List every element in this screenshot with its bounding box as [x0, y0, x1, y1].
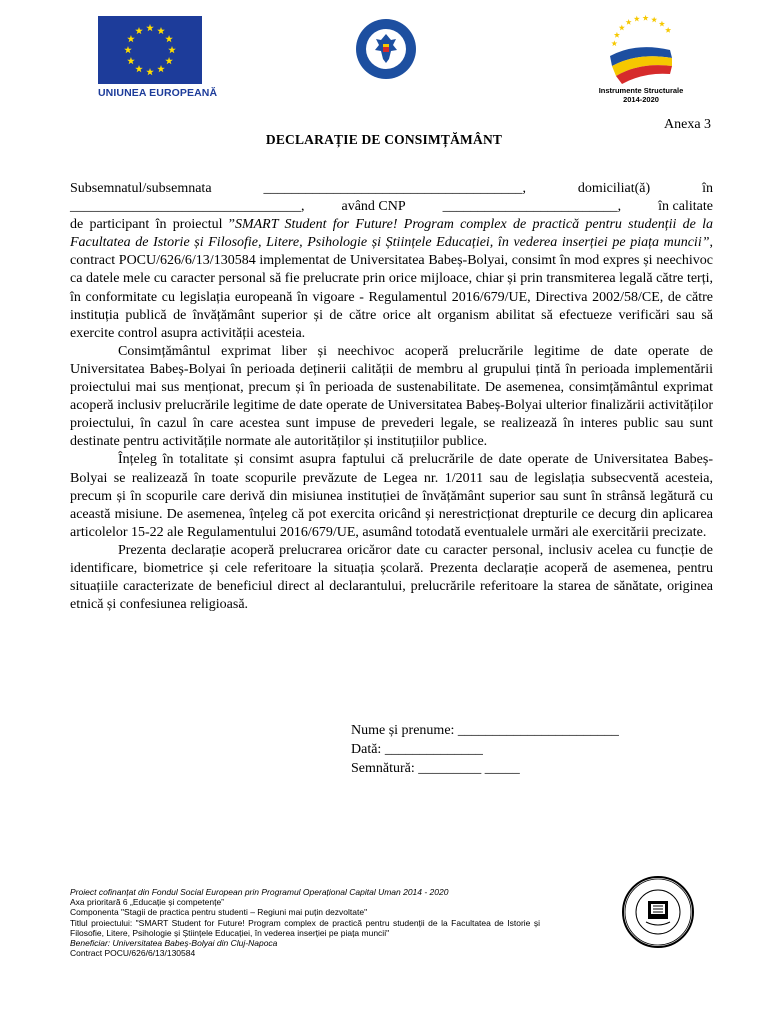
eu-star	[157, 65, 165, 72]
is-star	[611, 40, 617, 46]
document-title: DECLARAȚIE DE CONSIMȚĂMÂNT	[265, 132, 503, 147]
government-seal-icon	[355, 18, 417, 80]
eu-star	[135, 27, 143, 34]
is-star	[634, 16, 640, 22]
instrumente-structurale-title	[586, 86, 696, 104]
eu-star	[135, 65, 143, 72]
eu-label: UNIUNEA EUROPEANĂ	[98, 87, 218, 99]
footer	[70, 887, 540, 958]
footer-line-beneficiar: Beneficiar: Universitatea Babeș-Bolyai din Cluj-Napoca	[70, 938, 278, 949]
paragraph-1	[70, 216, 713, 343]
paragraph-2: Consimțământul exprimat liber și neechivoc acoperă prelucrările legitime de date operate de Universitatea Babeș-Bolyai în perioada deținerii calității de membru al grupului țintă în perioada implementării proiectului mai sus menționat, precum și în perioada de sustenabilitate. De asemenea, consimțământul exprimat acoperă inclusiv prelucrările legitime de date operate de Universitatea Babeș-Bolyai ulterior finalizării activităților proiectului, în cazul în care acestea sunt impuse de prevederi legale, se realizează în interes public sau sunt destinate pentru activitățile normate ale autorităților și instituțiilor publice.	[70, 343, 713, 450]
is-star	[614, 32, 620, 38]
domiciliat-label: domiciliat(ă)	[577, 181, 651, 196]
paragraph-1-start: de participant în proiectul ”	[70, 217, 235, 233]
eu-star	[127, 57, 135, 64]
date-field-line: Dată: ______________	[351, 742, 483, 757]
eu-star	[165, 35, 173, 42]
footer-line-cofinantat: Proiect cofinanțat din Fondul Social European prin Programul Operațional Capital Uman 2014 - 2020	[70, 887, 449, 897]
is-star	[659, 21, 665, 27]
paragraph-3: Înțeleg în totalitate și consimt asupra faptului că prelucrările de date operate de Universitatea Babeș-Bolyai se realizează în toate scopurile prevăzute de Legea nr. 1/2011 sau de legislația subsecventă acesteia, precum și în scopurile care derivă din misiunea instituției de învățământ superior sau sunt în strânsă legătură cu această misiune. De asemenea, înțeleg că pot exercita oricând și nerestricționat drepturile ce decurg din aplicarea articolelor 15-22 ale Regulamentului 2016/679/UE, asumând totodată eventualele urmări ale exercitării precizate.	[70, 452, 713, 540]
in-label: în	[702, 181, 713, 196]
cnp-blank: _________________________,	[442, 199, 622, 215]
name-blank: _____________________________________,	[263, 181, 526, 196]
annex-label: Anexa 3	[664, 117, 712, 132]
address-blank: _________________________________,	[70, 199, 305, 215]
signature-field-line: Semnătură: _________ _____	[351, 761, 520, 776]
is-star	[665, 27, 671, 33]
is-star	[619, 25, 625, 31]
eu-star	[146, 24, 154, 31]
eu-star	[165, 57, 173, 64]
is-star	[643, 15, 649, 21]
document-body	[70, 180, 713, 614]
eu-star	[146, 68, 154, 75]
identity-line-1	[70, 180, 713, 198]
eu-logo	[98, 16, 218, 99]
footer-line-titlul: Titlul proiectului: "SMART Student for Future! Program complex de practică pentru studenții de la Facultatea de Istorie și Filosofie, Litere, Psihologie și Științele Educației, în vederea inserției pe piața muncii"	[70, 917, 540, 938]
eu-flag-icon	[98, 16, 202, 84]
ubb-seal-icon	[622, 876, 694, 948]
subsemnatul-label: Subsemnatul/subsemnata	[70, 181, 212, 196]
is-title-line1: Instrumente Structurale	[598, 86, 684, 95]
avand-cnp-label: având CNP	[341, 199, 406, 215]
calitate-label: în calitate	[658, 199, 713, 215]
identity-line-2	[70, 198, 713, 216]
is-title-line2: 2014-2020	[623, 95, 659, 104]
is-star	[626, 19, 632, 25]
name-field-line: Nume și prenume: _______________________	[351, 723, 619, 738]
eu-star	[124, 46, 132, 53]
paragraph-4: Prezenta declarație acoperă prelucrarea oricăror date cu caracter personal, inclusiv acelea cu funcție de identificare, biometrice și cele referitoare la situația școlară. Prezenta declarație acoperă de asemenea, pentru situațiile caracterizate de beneficiul direct al declarantului, prelucrările referitoare la starea de sănătate, originea etnică și confesiunea religioasă.	[70, 542, 713, 613]
footer-line-axa: Axa prioritară 6 „Educație și competențe”	[70, 897, 225, 908]
eu-star	[127, 35, 135, 42]
signature-block	[351, 721, 619, 778]
footer-line-contract: Contract POCU/626/6/13/130584	[70, 948, 196, 959]
eu-star	[157, 27, 165, 34]
footer-line-componenta: Componenta "Stagii de practica pentru studenti – Regiuni mai puțin dezvoltate"	[70, 907, 368, 918]
project-title-italic: SMART Student for Future! Program complex de practică pentru studenții de la Facultatea de Istorie și Filosofie, Litere, Psihologie și Științele Educației, în vederea inserției pe piața muncii”	[70, 217, 713, 251]
is-star	[651, 17, 657, 23]
eu-star	[168, 46, 176, 53]
paragraph-1-end: , contract POCU/626/6/13/130584 implementat de Universitatea Babeș-Bolyai, consimt în mod expres și neechivoc ca datele mele cu caracter personal să fie prelucrate prin orice mijloace, chiar și prin transmiterea legală către terți, în conformitate cu legislația europeană în vigoare - Regulamentul 2016/679/UE, Directiva 2002/58/CE, de către instituția publică de învățământ superior și de către orice alt organism abilitat să efectueze verificări sau să exercite control asupra activității acesteia.	[70, 235, 713, 341]
